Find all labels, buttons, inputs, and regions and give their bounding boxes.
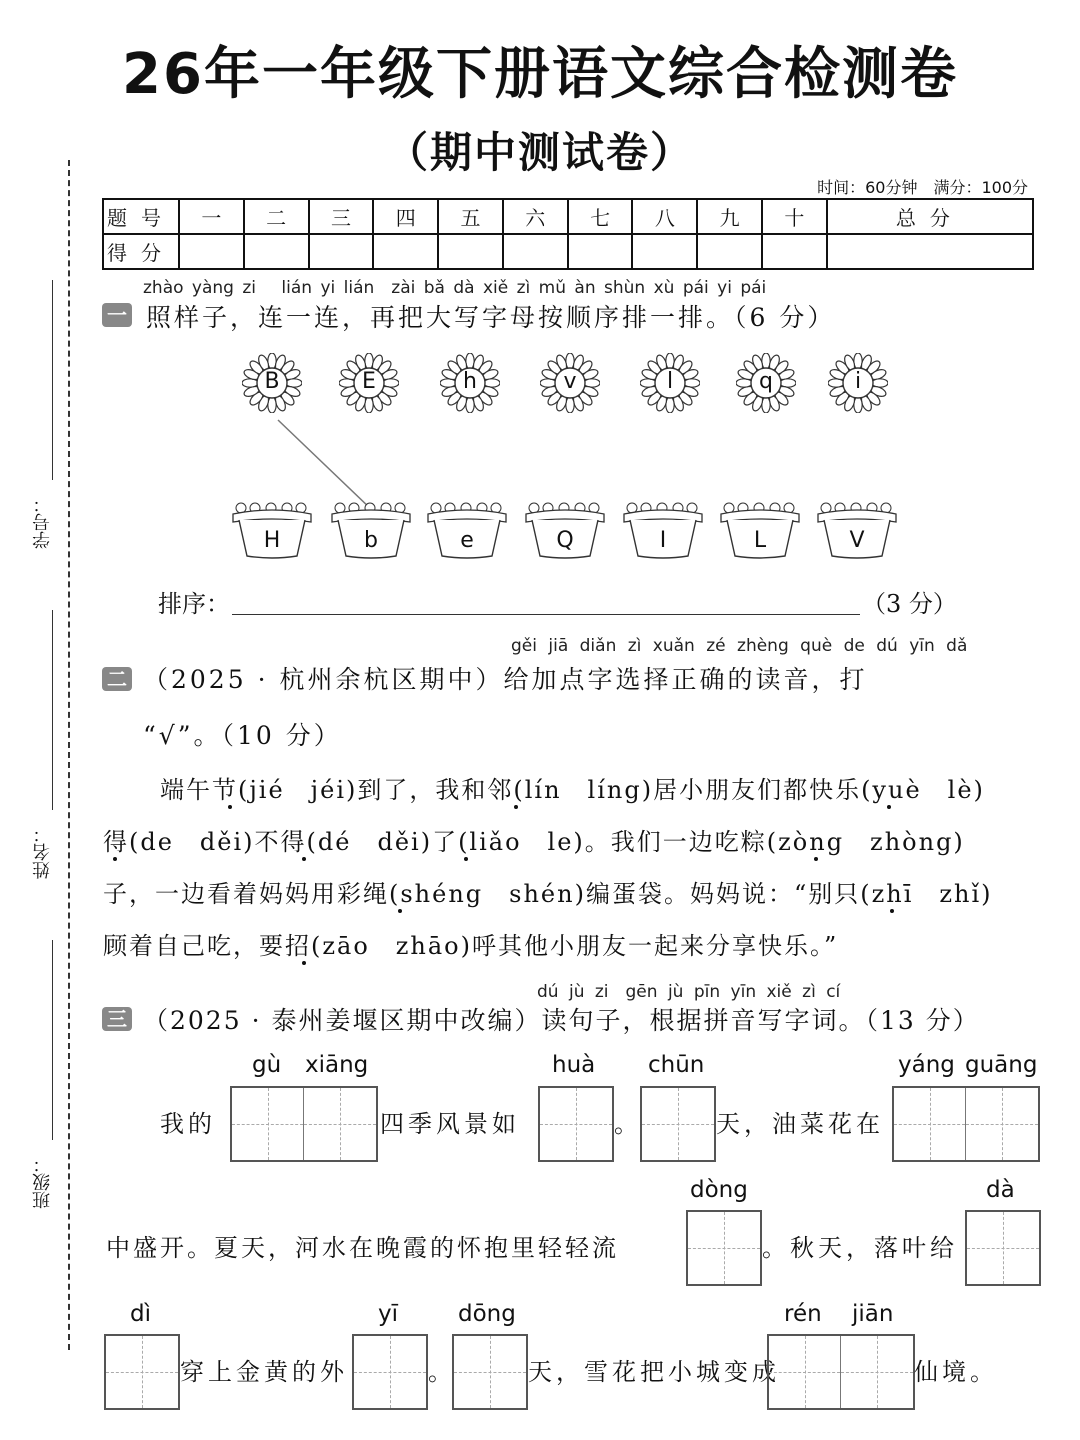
q3-row1-text-4: 天，油菜花在 — [716, 1110, 884, 1138]
student-no-label: 学号： — [32, 495, 53, 549]
answer-cell[interactable] — [688, 1212, 760, 1284]
q3-row3-pinyin-3: dōng — [458, 1301, 516, 1327]
flower-letter: h — [463, 369, 477, 394]
q2-pinyin: gěi jiā diǎn zì xuǎn zé zhèng què de dú yīn dǎ — [511, 636, 968, 656]
q3-row3-pinyin-1: dì — [130, 1301, 151, 1327]
q3-row3-text-2: 。 — [428, 1358, 456, 1386]
q3-pinyin: dú jù zi gēn jù pīn yīn xiě zì cí — [537, 982, 841, 1002]
basket-letter: Q — [556, 528, 574, 553]
score-cell[interactable] — [373, 234, 438, 269]
score-cell[interactable] — [762, 234, 827, 269]
answer-cell[interactable] — [894, 1088, 966, 1160]
class-line[interactable] — [52, 940, 53, 1140]
flower-card[interactable] — [828, 353, 888, 413]
q3-row1-text-1: 我的 — [160, 1110, 216, 1138]
binding-dashed-line — [68, 160, 70, 1350]
name-label: 姓名： — [32, 825, 53, 879]
basket-letter: b — [364, 528, 378, 553]
flower-card[interactable] — [736, 353, 796, 413]
basket-letter: e — [460, 528, 474, 553]
q3-row2-text-1: 中盛开。夏天，河水在晚霞的怀抱里轻轻流 — [106, 1234, 619, 1262]
answer-cell[interactable] — [232, 1088, 304, 1160]
score-col-1: 一 — [179, 199, 244, 234]
score-row-head: 题号 — [103, 199, 179, 234]
score-cell[interactable] — [568, 234, 633, 269]
q3-row1-pinyin-4b: guāng — [965, 1052, 1038, 1078]
answer-cell[interactable] — [841, 1336, 913, 1408]
score-col-8: 八 — [632, 199, 697, 234]
basket-card[interactable] — [426, 498, 508, 560]
answer-grid-dong2[interactable] — [452, 1334, 528, 1410]
emphasis-dot — [302, 857, 306, 861]
answer-cell[interactable] — [354, 1336, 426, 1408]
score-col-3: 三 — [309, 199, 374, 234]
score-cell[interactable] — [632, 234, 697, 269]
score-cell[interactable] — [503, 234, 568, 269]
answer-cell[interactable] — [642, 1088, 714, 1160]
emphasis-dot — [302, 961, 306, 965]
flower-card[interactable] — [339, 353, 399, 413]
answer-cell[interactable] — [540, 1088, 612, 1160]
score-cell[interactable] — [179, 234, 244, 269]
q3-row3-pinyin-2: yī — [378, 1301, 399, 1327]
flower-letter: v — [563, 369, 577, 394]
basket-card[interactable] — [816, 498, 898, 560]
q3-row1-pinyin-3: chūn — [648, 1052, 705, 1078]
answer-grid-chun[interactable] — [640, 1086, 716, 1162]
emphasis-dot — [814, 857, 818, 861]
answer-grid-dong[interactable] — [686, 1210, 762, 1286]
page-subtitle: （期中测试卷） — [385, 128, 694, 177]
emphasis-dot — [113, 857, 117, 861]
q3-number-badge: 三 — [102, 1007, 132, 1031]
score-col-9: 九 — [697, 199, 762, 234]
score-cell[interactable] — [827, 234, 1033, 269]
example-connection-line — [278, 420, 372, 510]
q3-row2-text-2: 。秋天，落叶给 — [762, 1234, 958, 1262]
q1-number-badge: 一 — [102, 303, 132, 327]
score-col-6: 六 — [503, 199, 568, 234]
q2-text: （2025 · 杭州余杭区期中）给加点字选择正确的读音，打 — [143, 665, 868, 694]
score-col-2: 二 — [244, 199, 309, 234]
answer-grid-yi[interactable] — [352, 1334, 428, 1410]
flower-card[interactable] — [440, 353, 500, 413]
q3-row1-pinyin-1b: xiāng — [305, 1052, 369, 1078]
q3-row1-text-3: 。 — [614, 1110, 642, 1138]
score-cell[interactable] — [438, 234, 503, 269]
emphasis-dot — [890, 909, 894, 913]
q3-row2-pinyin-2: dà — [986, 1177, 1015, 1203]
basket-letter: V — [849, 528, 865, 553]
q2-line-3: 子，一边看着妈妈用彩绳(shéng shén)编蛋袋。妈妈说：“别只(zhī zhǐ) — [103, 880, 993, 908]
answer-cell[interactable] — [454, 1336, 526, 1408]
flower-card[interactable] — [540, 353, 600, 413]
basket-letter: I — [659, 528, 667, 553]
score-col-4: 四 — [373, 199, 438, 234]
flower-letter: i — [854, 369, 862, 394]
q2-line-2: 得(de děi)不得(dé děi)了(liǎo le)。我们一边吃粽(zòng zhòng) — [103, 828, 965, 856]
score-cell[interactable] — [697, 234, 762, 269]
score-col-10: 十 — [762, 199, 827, 234]
answer-cell[interactable] — [769, 1336, 841, 1408]
basket-letter: H — [263, 528, 281, 553]
q1-sort-score: （3 分） — [862, 590, 957, 618]
basket-card[interactable] — [330, 498, 412, 560]
score-col-total: 总分 — [827, 199, 1033, 234]
flower-letter: B — [264, 369, 280, 394]
answer-grid-hua[interactable] — [538, 1086, 614, 1162]
emphasis-dot — [398, 909, 402, 913]
answer-grid-yangguang[interactable] — [892, 1086, 1040, 1162]
q2-line-1: 端午节(jié jéi)到了，我和邻(lín líng)居小朋友们都快乐(yuè lè) — [160, 776, 985, 804]
score-cell[interactable] — [244, 234, 309, 269]
score-col-5: 五 — [438, 199, 503, 234]
score-table-header-row — [103, 199, 1033, 234]
basket-card[interactable] — [622, 498, 704, 560]
flower-letter: q — [759, 369, 773, 394]
emphasis-dot — [514, 805, 518, 809]
basket-card[interactable] — [231, 498, 313, 560]
q3-row1-pinyin-1a: gù — [252, 1052, 282, 1078]
q2-line-4: 顾着自己吃，要招(zāo zhāo)呼其他小朋友一起来分享快乐。” — [103, 932, 839, 960]
score-table-score-row — [103, 234, 1033, 269]
answer-grid-renjian[interactable] — [767, 1334, 915, 1410]
q3-row3-text-3: 天，雪花把小城变成 — [528, 1358, 780, 1386]
flower-letter: l — [666, 369, 674, 394]
answer-cell[interactable] — [966, 1088, 1038, 1160]
flower-card[interactable] — [640, 353, 700, 413]
q3-row1-text-2: 四季风景如 — [380, 1110, 520, 1138]
answer-cell[interactable] — [304, 1088, 376, 1160]
name-line[interactable] — [52, 610, 53, 810]
q3-row1-pinyin-2: huà — [552, 1052, 596, 1078]
answer-cell[interactable] — [106, 1336, 178, 1408]
class-label: 班级： — [32, 1155, 53, 1209]
basket-card[interactable] — [524, 498, 606, 560]
flower-card[interactable] — [242, 353, 302, 413]
emphasis-dot — [464, 857, 468, 861]
emphasis-dot — [228, 805, 232, 809]
answer-cell[interactable] — [967, 1212, 1039, 1284]
score-col-7: 七 — [568, 199, 633, 234]
answer-grid-guxiang[interactable] — [230, 1086, 378, 1162]
q1-pinyin: zhào yàng zi lián yi lián zài bǎ dà xiě zì mǔ àn shùn xù pái yi pái — [143, 278, 767, 298]
score-table — [102, 198, 1034, 270]
basket-card[interactable] — [719, 498, 801, 560]
time-info: 时间：60分钟 满分：100分 — [817, 178, 1028, 197]
q2-number-badge: 二 — [102, 667, 132, 691]
q3-row3-pinyin-4a: rén — [784, 1301, 822, 1327]
flower-letter: E — [362, 369, 376, 394]
page-title: 26年一年级下册语文综合检测卷 — [122, 42, 958, 107]
score-row-head-2: 得分 — [103, 234, 179, 269]
q3-row3-text-4: 仙境。 — [914, 1358, 998, 1386]
q3-row3-pinyin-4b: jiān — [852, 1301, 894, 1327]
q3-row2-pinyin-1: dòng — [690, 1177, 748, 1203]
score-cell[interactable] — [309, 234, 374, 269]
q1-sort-label: 排序： — [158, 590, 230, 618]
answer-grid-di[interactable] — [104, 1334, 180, 1410]
q1-text: 照样子，连一连，再把大写字母按顺序排一排。（6 分） — [146, 303, 836, 332]
emphasis-dot — [887, 805, 891, 809]
basket-letter: L — [753, 528, 767, 553]
answer-grid-da[interactable] — [965, 1210, 1041, 1286]
q3-text: （2025 · 泰州姜堰区期中改编）读句子，根据拼音写字词。（13 分） — [143, 1006, 980, 1035]
q1-sort-answer-line[interactable] — [232, 614, 860, 615]
q3-row3-text-1: 穿上金黄的外 — [180, 1358, 348, 1386]
q2-text-cont: “√”。（10 分） — [143, 721, 342, 750]
q3-row1-pinyin-4a: yáng — [898, 1052, 955, 1078]
